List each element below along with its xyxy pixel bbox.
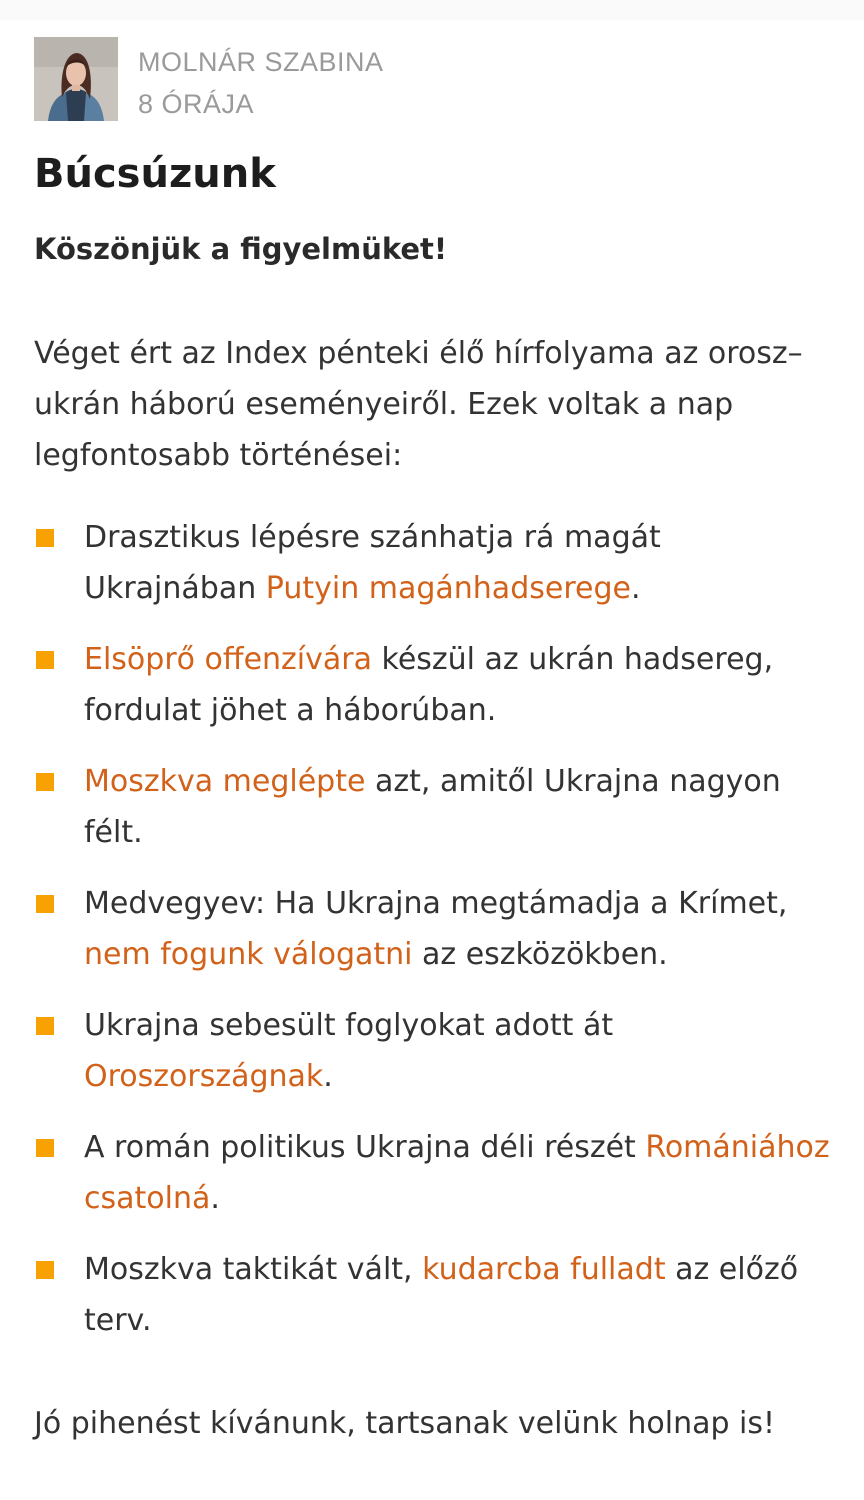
- news-item-link[interactable]: kudarcba fulladt: [422, 1252, 666, 1287]
- news-item: [34, 1000, 834, 1102]
- author-block: [34, 37, 384, 121]
- news-item-text: Ukrajna sebesült foglyokat adott át: [84, 1008, 614, 1043]
- news-item-text: Drasztikus lépésre szánhatja rá magát Ukrajnában: [84, 520, 661, 606]
- news-item-text: .: [630, 571, 641, 606]
- square-bullet-icon: [36, 895, 54, 913]
- author-meta: [138, 37, 384, 125]
- news-item-text: Moszkva taktikát vált,: [84, 1252, 423, 1287]
- post-intro: Véget ért az Index pénteki élő hírfolyama az orosz–ukrán háború eseményeiről. Ezek voltak a nap legfontosabb történései:: [34, 336, 803, 473]
- post-subtitle: Köszönjük a figyelmüket!: [34, 232, 448, 266]
- author-name[interactable]: MOLNÁR SZABINA: [138, 47, 384, 77]
- square-bullet-icon: [36, 1139, 54, 1157]
- square-bullet-icon: [36, 773, 54, 791]
- author-avatar[interactable]: [34, 37, 118, 121]
- news-item-link[interactable]: Moszkva meglépte: [84, 764, 366, 799]
- square-bullet-icon: [36, 651, 54, 669]
- post-closing: Jó pihenést kívánunk, tartsanak velünk holnap is!: [34, 1406, 776, 1441]
- news-item: [34, 634, 834, 736]
- news-item-text: .: [210, 1181, 220, 1216]
- news-item: [34, 1122, 834, 1224]
- news-item-link[interactable]: Elsöprő offenzívára: [84, 642, 372, 677]
- news-item-link[interactable]: Putyin magánhadserege: [265, 571, 631, 606]
- news-item: [34, 1244, 834, 1346]
- top-strip: [0, 0, 864, 20]
- author-photo-icon: [34, 37, 118, 121]
- square-bullet-icon: [36, 529, 54, 547]
- news-item: [34, 878, 834, 980]
- news-item: [34, 512, 834, 614]
- news-item-link[interactable]: Oroszországnak: [84, 1059, 324, 1094]
- news-item-text: készül az ukrán hadsereg, fordulat jöhet a háborúban.: [84, 642, 774, 728]
- square-bullet-icon: [36, 1017, 54, 1035]
- news-item-text: az eszközökben.: [412, 937, 668, 972]
- news-summary-list: [34, 512, 834, 1366]
- news-item: [34, 756, 834, 858]
- news-item-text: az előző terv.: [84, 1252, 799, 1338]
- news-item-link[interactable]: nem fogunk válogatni: [84, 937, 413, 972]
- news-item-text: A román politikus Ukrajna déli részét: [84, 1130, 646, 1165]
- news-item-text: .: [323, 1059, 333, 1094]
- square-bullet-icon: [36, 1261, 54, 1279]
- post-title: Búcsúzunk: [34, 151, 276, 197]
- news-item-link[interactable]: Romániához csatolná: [84, 1130, 830, 1216]
- news-item-text: Medvegyev: Ha Ukrajna megtámadja a Krímet,: [84, 886, 788, 921]
- news-item-text: azt, amitől Ukrajna nagyon félt.: [84, 764, 781, 850]
- post-timestamp: 8 ÓRÁJA: [138, 89, 255, 119]
